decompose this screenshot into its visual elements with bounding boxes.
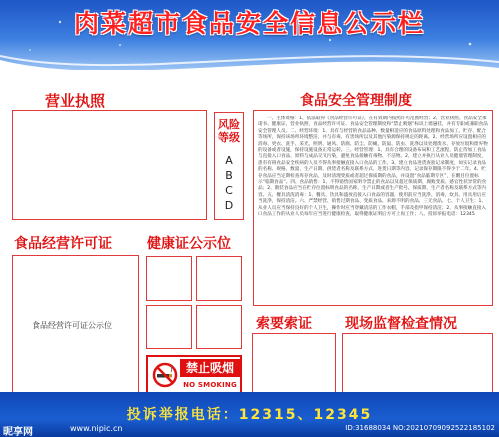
- receipts-heading: 索要索证: [256, 316, 312, 332]
- health-cert-heading: 健康证公示位: [147, 236, 231, 252]
- risk-level-c: C: [225, 184, 233, 197]
- health-cert-slot-4: [196, 305, 242, 349]
- risk-level-a: A: [225, 154, 233, 167]
- no-smoking-icon: [152, 362, 178, 388]
- food-safety-rules-heading: 食品安全管理制度: [300, 93, 412, 109]
- health-cert-slot-2: [196, 256, 242, 301]
- receipts-frame: [252, 333, 336, 395]
- no-smoking-sign: [146, 355, 242, 397]
- watermark-url: www.nipic.cn: [70, 424, 123, 433]
- watermark-logo: 昵享网: [3, 427, 33, 437]
- complaint-hotline: 投诉举报电话：12315、12345: [126, 407, 373, 423]
- health-cert-slot-1: [146, 256, 192, 301]
- watermark-id: ID:31688034 NO:20210709092522185102: [345, 424, 495, 432]
- risk-level-d: D: [224, 199, 234, 212]
- health-cert-slot-3: [146, 305, 192, 349]
- business-license-frame: [12, 110, 207, 220]
- risk-level-b: B: [225, 169, 233, 182]
- inspection-heading: 现场监督检查情况: [345, 316, 457, 332]
- food-license-placeholder-text: 食品经营许可证公示位: [32, 321, 112, 330]
- inspection-frame: [342, 333, 493, 395]
- food-safety-rules-text: 一、主体资格：1、依法取得《食品经营许可证》，在有效期内按照许可范围经营；2、营业执照、食品安全承诺书、健康证、营业执照、食品经营许可证、食品安全管理制度和“禁止吸烟”标识上墙悬挂，并有专职或兼职食品安全管理人员。二、经营环境：1、具有与经营的食品品种、数量相适应的食品原料处理和食品加工、贮存、配合等场所，保持该场所环境整洁，并与有毒、有害场所以及其他污染源保持规定的距离。2、经营场所应设置相应的消毒、更衣、洗手、采光、照明、通风、防腐、防尘、防蝇、防鼠、防虫、洗涤以及处理废水、存放垃圾和废弃物的设备或者设施，保持设施设备正常运转。三、经营管理：1、具有合理的设备布局和工艺流程，防止待加工食品与直接入口食品、原料与成品交叉污染，避免食品接触有毒物、不洁物。2、建立并执行从业人员健康管理制度，患有有碍食品安全疾病的人员不得从事接触直接入口食品的工作。3、建立食品进货查验记录制度，如实记录食品的名称、规格、数量、生产日期、供货者名称及联系方式、进货日期等内容，记录保存期限不得少于二年。4、贮存食品应当定期检查库存食品，及时清理变质或者超过保质期的食品，并设置“食品临期专区”，在醒目位置标示“临期食品”。四、食品销售：1、不得销售国家明令禁止的食品以及超过保质期、腐败变质、感官性状异常的食品；2、散装食品应当在贮存位置标明食品的名称、生产日期或者生产批号、保质期、生产者名称及联系方式等内容。五、餐具清洗消毒：1、餐具、饮具和盛放直接入口食品的容器，使用前应当洗净、消毒，炊具、用具用后应当洗净，保持清洁。六、严禁经营、销售过期食品、变质食品、来源不明的食品、三无食品。七、个人卫生：1、从业人员应当保持良好的个人卫生，操作时应当穿戴清洁的工作衣帽，手部及指甲保持清洁；2、从事接触直接入口食品工作的从业人员每年应当进行健康检查，取得健康证明后方可上岗工作；八、投诉举报电话：12345: [258, 116, 488, 218]
- risk-level-label: 风险等级: [218, 118, 240, 144]
- wave-decoration: [0, 42, 499, 92]
- no-smoking-en: NO SMOKING: [183, 381, 237, 389]
- no-smoking-cn: 禁止吸烟: [180, 359, 240, 377]
- food-license-heading: 食品经营许可证: [14, 236, 112, 252]
- business-license-heading: 营业执照: [45, 92, 106, 110]
- risk-level-list: [218, 153, 240, 213]
- board-title: 肉菜超市食品安全信息公示栏: [73, 9, 425, 38]
- watermark-bar: [0, 423, 499, 437]
